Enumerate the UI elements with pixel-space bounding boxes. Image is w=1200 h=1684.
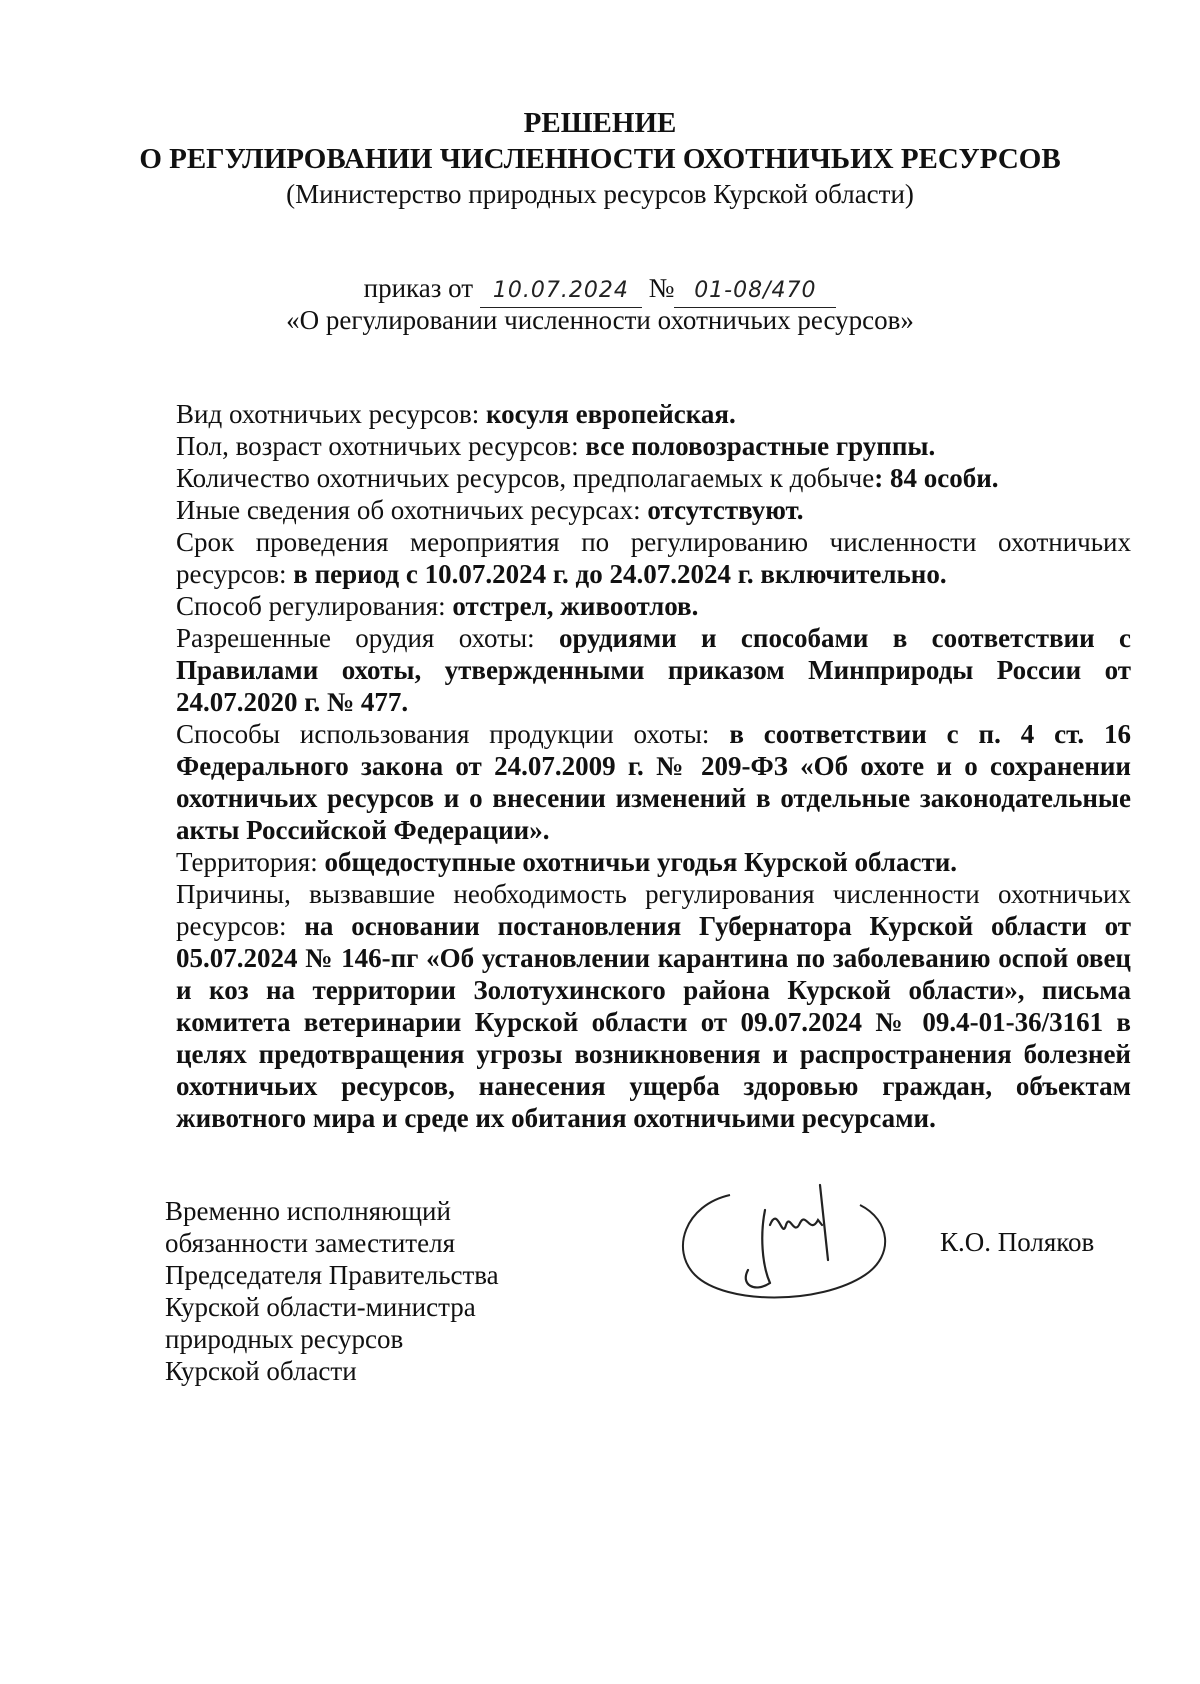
field-other-info: [176, 494, 1131, 526]
field-label: Разрешенные орудия охоты:: [176, 623, 559, 653]
position-line: природных ресурсов: [165, 1324, 404, 1354]
field-value: отстрел, живоотлов.: [452, 591, 699, 621]
document-subtitle: О РЕГУЛИРОВАНИИ ЧИСЛЕННОСТИ ОХОТНИЧЬИХ РЕСУРСОВ: [139, 143, 1061, 175]
field-label: Срок проведения мероприятия по регулированию численности охотничьих ресурсов:: [176, 527, 1131, 589]
field-value: общедоступные охотничьи угодья Курской области.: [324, 847, 958, 877]
order-number: 01-08/470: [674, 275, 836, 308]
field-quantity: [176, 462, 1131, 494]
handwritten-signature: [670, 1165, 900, 1310]
position-line: Курской области: [165, 1356, 357, 1386]
field-period: [176, 526, 1131, 590]
field-hunting-tools: [176, 622, 1131, 718]
field-value: все половозрастные группы.: [585, 431, 936, 461]
position-line: Временно исполняющий: [165, 1196, 451, 1226]
position-line: Председателя Правительства: [165, 1260, 499, 1290]
field-value: орудиями и способами в соответствии с Правилами охоты, утвержденными приказом Минприроды России от 24.07.2020 г. № 477.: [176, 623, 1131, 717]
field-label: Способы использования продукции охоты:: [176, 719, 730, 749]
field-label: Причины, вызвавшие необходимость регулирования численности охотничьих ресурсов:: [176, 879, 1131, 941]
order-number-prefix: №: [648, 273, 675, 303]
field-value: : 84 особи.: [874, 463, 999, 493]
field-value: отсутствуют.: [647, 495, 804, 525]
ministry-name: (Министерство природных ресурсов Курской области): [286, 179, 914, 209]
field-label: Иные сведения об охотничьих ресурсах:: [176, 495, 648, 525]
field-method: [176, 590, 1131, 622]
signatory-position: [165, 1195, 565, 1387]
position-line: обязанности заместителя: [165, 1228, 455, 1258]
field-value: в соответствии с п. 4 ст. 16 Федерального закона от 24.07.2009 г. № 209-ФЗ «Об охоте и о сохранении охотничьих ресурсов и о внесении изменений в отдельные законодательные акты Российской Федерации».: [176, 719, 1131, 845]
order-reference: [0, 272, 1200, 308]
field-reasons: [176, 878, 1131, 1134]
field-product-use: [176, 718, 1131, 846]
decision-fields: [176, 398, 1131, 1134]
field-label: Способ регулирования:: [176, 591, 453, 621]
field-label: Количество охотничьих ресурсов, предполагаемых к добыче: [176, 463, 875, 493]
field-territory: [176, 846, 1131, 878]
order-prefix: приказ от: [363, 273, 474, 303]
field-sex-age: [176, 430, 1131, 462]
document-title: РЕШЕНИЕ: [523, 107, 677, 139]
position-line: Курской области-министра: [165, 1292, 476, 1322]
order-date: 10.07.2024: [480, 275, 642, 308]
field-label: Пол, возраст охотничьих ресурсов:: [176, 431, 586, 461]
field-label: Вид охотничьих ресурсов:: [176, 399, 486, 429]
order-name: «О регулировании численности охотничьих ресурсов»: [286, 305, 914, 335]
field-value: в период с 10.07.2024 г. до 24.07.2024 г. включительно.: [293, 559, 947, 589]
field-resource-type: [176, 398, 1131, 430]
field-value: на основании постановления Губернатора Курской области от 05.07.2024 № 146-пг «Об установлении карантина по заболеванию оспой овец и коз на территории Золотухинского района Курской области», письма комитета ветеринарии Курской области от 09.07.2024 № 09.4-01-36/3161 в целях предотвращения угрозы возникновения и распространения болезней охотничьих ресурсов, нанесения ущерба здоровью граждан, объектам животного мира и среде их обитания охотничьими ресурсами.: [176, 911, 1131, 1133]
field-label: Территория:: [176, 847, 325, 877]
field-value: косуля европейская.: [485, 399, 736, 429]
signatory-name: К.О. Поляков: [940, 1227, 1095, 1257]
